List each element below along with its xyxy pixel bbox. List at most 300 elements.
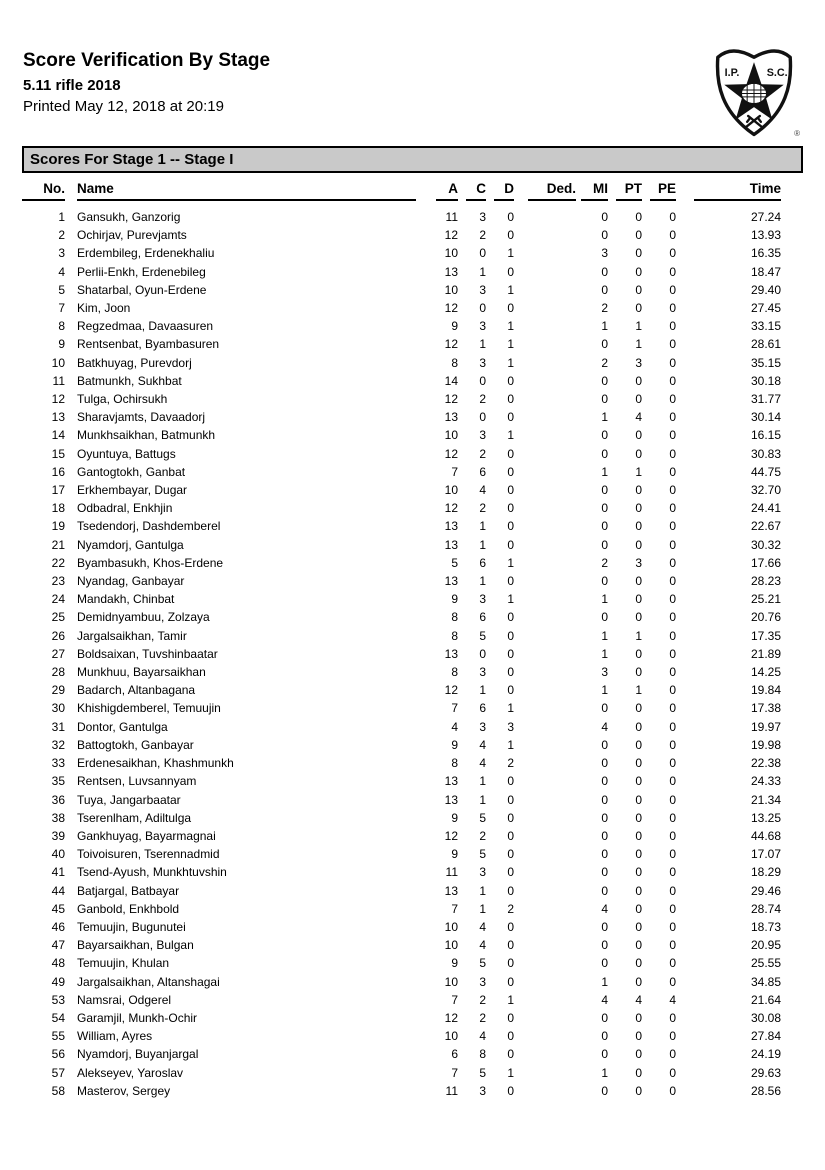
- cell-c: 1: [479, 519, 486, 534]
- cell-pt: 0: [635, 446, 642, 461]
- cell-mi: 3: [601, 246, 608, 261]
- stage-section-label: Scores For Stage 1 -- Stage I: [30, 151, 234, 168]
- page-title: Score Verification By Stage: [23, 50, 271, 71]
- cell-no: 40: [51, 847, 65, 862]
- cell-d: 0: [507, 828, 514, 843]
- cell-time: 30.83: [750, 446, 781, 461]
- cell-name: Batjargal, Batbayar: [77, 883, 180, 898]
- cell-pe: 0: [669, 665, 676, 680]
- cell-a: 13: [444, 883, 458, 898]
- cell-time: 17.66: [750, 555, 781, 570]
- cell-a: 9: [451, 847, 458, 862]
- cell-no: 18: [51, 501, 65, 516]
- table-row: [22, 954, 781, 972]
- cell-a: 11: [445, 1083, 458, 1098]
- cell-d: 1: [507, 246, 514, 261]
- cell-mi: 1: [601, 1065, 608, 1080]
- cell-d: 0: [507, 1047, 514, 1062]
- cell-d: 0: [507, 301, 514, 316]
- cell-c: 5: [479, 628, 486, 643]
- cell-time: 27.24: [750, 210, 781, 224]
- cell-pe: 0: [669, 847, 676, 862]
- cell-time: 30.18: [750, 373, 781, 388]
- cell-no: 33: [51, 756, 65, 771]
- cell-no: 17: [51, 483, 65, 498]
- cell-pt: 0: [635, 592, 642, 607]
- cell-a: 9: [451, 592, 458, 607]
- cell-c: 0: [479, 301, 486, 316]
- cell-a: 13: [444, 774, 458, 789]
- cell-pe: 0: [669, 392, 676, 407]
- cell-pt: 0: [635, 610, 642, 625]
- stage-section-bar: [22, 146, 803, 173]
- cell-no: 12: [51, 392, 65, 407]
- cell-mi: 0: [601, 228, 608, 243]
- cell-c: 4: [479, 919, 486, 934]
- cell-d: 0: [507, 446, 514, 461]
- cell-time: 25.55: [750, 956, 781, 971]
- cell-mi: 0: [601, 264, 608, 279]
- cell-mi: 1: [601, 410, 608, 425]
- cell-c: 2: [479, 228, 486, 243]
- cell-a: 12: [444, 683, 458, 698]
- cell-pe: 0: [669, 1065, 676, 1080]
- cell-no: 49: [51, 974, 65, 989]
- cell-a: 11: [445, 210, 458, 224]
- cell-mi: 0: [601, 774, 608, 789]
- col-header-mi: MI: [576, 181, 608, 201]
- cell-c: 5: [479, 1065, 486, 1080]
- cell-pe: 0: [669, 1029, 676, 1044]
- cell-ded: [514, 954, 576, 972]
- cell-c: 8: [479, 1047, 486, 1062]
- cell-time: 21.34: [750, 792, 781, 807]
- cell-d: 0: [507, 1029, 514, 1044]
- table-row: [22, 645, 781, 663]
- score-table-header: [22, 181, 781, 201]
- cell-pt: 0: [635, 392, 642, 407]
- cell-pe: 0: [669, 210, 676, 224]
- cell-a: 12: [444, 228, 458, 243]
- cell-mi: 0: [601, 701, 608, 716]
- cell-a: 8: [451, 628, 458, 643]
- col-header-ded: Ded.: [514, 181, 576, 201]
- cell-time: 14.25: [750, 665, 781, 680]
- cell-pe: 0: [669, 446, 676, 461]
- cell-c: 3: [479, 1083, 486, 1098]
- cell-time: 21.64: [750, 992, 781, 1007]
- cell-pt: 0: [635, 828, 642, 843]
- cell-pt: 0: [635, 646, 642, 661]
- cell-pe: 0: [669, 428, 676, 443]
- cell-no: 25: [51, 610, 65, 625]
- cell-ded: [514, 572, 576, 590]
- cell-a: 9: [451, 810, 458, 825]
- cell-no: 48: [51, 956, 65, 971]
- cell-ded: [514, 627, 576, 645]
- cell-ded: [514, 536, 576, 554]
- cell-c: 2: [479, 392, 486, 407]
- cell-time: 20.95: [750, 938, 781, 953]
- cell-time: 27.45: [750, 301, 781, 316]
- cell-time: 29.63: [750, 1065, 781, 1080]
- cell-time: 28.74: [750, 901, 781, 916]
- table-row: [22, 463, 781, 481]
- cell-a: 14: [444, 373, 458, 388]
- cell-mi: 0: [601, 210, 608, 224]
- cell-no: 21: [51, 537, 65, 552]
- cell-d: 1: [507, 555, 514, 570]
- cell-d: 1: [507, 701, 514, 716]
- cell-a: 10: [444, 919, 458, 934]
- cell-pt: 3: [635, 355, 642, 370]
- cell-no: 9: [58, 337, 65, 352]
- globe-icon: [741, 83, 766, 104]
- cell-time: 44.75: [750, 464, 781, 479]
- cell-no: 36: [51, 792, 65, 807]
- cell-c: 1: [479, 792, 486, 807]
- cell-d: 0: [507, 919, 514, 934]
- table-row: [22, 317, 781, 335]
- cell-time: 17.07: [750, 847, 781, 862]
- cell-no: 46: [51, 919, 65, 934]
- cell-ded: [514, 845, 576, 863]
- cell-pe: 0: [669, 628, 676, 643]
- table-row: [22, 718, 781, 736]
- col-header-no: No.: [22, 181, 67, 201]
- cell-mi: 0: [601, 956, 608, 971]
- cell-a: 12: [444, 828, 458, 843]
- cell-d: 0: [507, 810, 514, 825]
- cell-a: 8: [451, 665, 458, 680]
- cell-pe: 0: [669, 646, 676, 661]
- registered-mark: ®: [794, 129, 800, 138]
- cell-d: 0: [507, 210, 514, 224]
- cell-no: 19: [51, 519, 65, 534]
- cell-time: 18.29: [750, 865, 781, 880]
- cell-name: Tuya, Jangarbaatar: [77, 792, 181, 807]
- cell-c: 3: [479, 319, 486, 334]
- cell-pt: 0: [635, 792, 642, 807]
- cell-name: Bayarsaikhan, Bulgan: [77, 938, 194, 953]
- cell-d: 2: [507, 901, 514, 916]
- cell-name: Batkhuyag, Purevdorj: [77, 355, 192, 370]
- cell-d: 2: [507, 756, 514, 771]
- cell-a: 7: [451, 464, 458, 479]
- cell-no: 2: [58, 228, 65, 243]
- cell-a: 13: [444, 410, 458, 425]
- cell-no: 4: [58, 264, 65, 279]
- logo-text-sc: S.C.: [766, 66, 788, 79]
- table-row: [22, 590, 781, 608]
- cell-pe: 0: [669, 319, 676, 334]
- cell-pt: 3: [635, 555, 642, 570]
- cell-pt: 0: [635, 373, 642, 388]
- table-row: [22, 1009, 781, 1027]
- cell-time: 17.38: [750, 701, 781, 716]
- cell-c: 5: [479, 956, 486, 971]
- cell-no: 3: [58, 246, 65, 261]
- cell-name: Jargalsaikhan, Tamir: [77, 628, 187, 643]
- col-header-pt: PT: [608, 181, 642, 201]
- cell-time: 19.97: [750, 719, 781, 734]
- cell-name: Jargalsaikhan, Altanshagai: [77, 974, 220, 989]
- cell-time: 16.15: [750, 428, 781, 443]
- cell-c: 4: [479, 483, 486, 498]
- cell-name: Kim, Joon: [77, 301, 131, 316]
- cell-time: 30.14: [750, 410, 781, 425]
- cell-ded: [514, 918, 576, 936]
- cell-name: Masterov, Sergey: [77, 1083, 171, 1098]
- cell-a: 12: [444, 1010, 458, 1025]
- cell-mi: 1: [601, 628, 608, 643]
- cell-c: 0: [479, 410, 486, 425]
- cell-pt: 0: [635, 246, 642, 261]
- cell-name: Nyamdorj, Buyanjargal: [77, 1047, 199, 1062]
- cell-time: 30.08: [750, 1010, 781, 1025]
- table-row: [22, 991, 781, 1009]
- cell-a: 5: [451, 555, 458, 570]
- cell-d: 1: [507, 1065, 514, 1080]
- cell-ded: [514, 299, 576, 317]
- cell-name: Badarch, Altanbagana: [77, 683, 196, 698]
- col-header-time: Time: [676, 181, 781, 201]
- cell-ded: [514, 1082, 576, 1100]
- cell-d: 0: [507, 883, 514, 898]
- cell-ded: [514, 645, 576, 663]
- cell-time: 25.21: [750, 592, 781, 607]
- cell-mi: 0: [601, 537, 608, 552]
- cell-ded: [514, 772, 576, 790]
- cell-ded: [514, 1027, 576, 1045]
- cell-c: 3: [479, 865, 486, 880]
- cell-d: 3: [507, 719, 514, 734]
- cell-d: 0: [507, 628, 514, 643]
- cell-a: 7: [451, 992, 458, 1007]
- cell-pt: 0: [635, 665, 642, 680]
- cell-c: 6: [479, 701, 486, 716]
- cell-name: Mandakh, Chinbat: [77, 592, 175, 607]
- cell-time: 27.84: [750, 1029, 781, 1044]
- table-row: [22, 481, 781, 499]
- cell-no: 11: [52, 373, 65, 388]
- cell-a: 12: [444, 446, 458, 461]
- cell-a: 13: [444, 519, 458, 534]
- cell-mi: 0: [601, 810, 608, 825]
- cell-pt: 0: [635, 974, 642, 989]
- cell-pe: 0: [669, 938, 676, 953]
- cell-ded: [514, 317, 576, 335]
- cell-d: 0: [507, 956, 514, 971]
- cell-ded: [514, 201, 576, 226]
- cell-d: 0: [507, 646, 514, 661]
- cell-mi: 0: [601, 282, 608, 297]
- cell-no: 35: [51, 774, 65, 789]
- cell-name: Sharavjamts, Davaadorj: [77, 410, 206, 425]
- cell-pt: 0: [635, 1065, 642, 1080]
- cell-d: 0: [507, 665, 514, 680]
- cell-no: 27: [51, 646, 65, 661]
- cell-a: 10: [444, 282, 458, 297]
- cell-pt: 0: [635, 1029, 642, 1044]
- table-row: [22, 827, 781, 845]
- cell-ded: [514, 809, 576, 827]
- cell-a: 10: [444, 428, 458, 443]
- cell-pt: 0: [635, 938, 642, 953]
- cell-ded: [514, 900, 576, 918]
- cell-a: 4: [451, 719, 458, 734]
- cell-d: 0: [507, 537, 514, 552]
- cell-d: 0: [507, 1083, 514, 1098]
- cell-c: 3: [479, 282, 486, 297]
- table-row: [22, 536, 781, 554]
- score-table: [22, 181, 781, 1100]
- cell-pe: 0: [669, 592, 676, 607]
- cell-c: 5: [479, 847, 486, 862]
- table-row: [22, 445, 781, 463]
- cell-ded: [514, 335, 576, 353]
- cell-pt: 0: [635, 774, 642, 789]
- cell-ded: [514, 718, 576, 736]
- cell-time: 32.70: [750, 483, 781, 498]
- cell-pe: 0: [669, 774, 676, 789]
- cell-name: Nyamdorj, Gantulga: [77, 537, 184, 552]
- table-row: [22, 863, 781, 881]
- table-row: [22, 244, 781, 262]
- cell-d: 1: [507, 992, 514, 1007]
- cell-c: 5: [479, 810, 486, 825]
- table-row: [22, 572, 781, 590]
- cell-c: 2: [479, 501, 486, 516]
- cell-a: 7: [451, 1065, 458, 1080]
- cell-mi: 0: [601, 756, 608, 771]
- cell-pe: 0: [669, 519, 676, 534]
- cell-c: 1: [479, 264, 486, 279]
- table-row: [22, 517, 781, 535]
- cell-pe: 0: [669, 301, 676, 316]
- table-row: [22, 1027, 781, 1045]
- cell-mi: 0: [601, 1010, 608, 1025]
- cell-no: 54: [51, 1010, 65, 1025]
- cell-mi: 2: [601, 355, 608, 370]
- cell-pt: 0: [635, 282, 642, 297]
- cell-no: 57: [51, 1065, 65, 1080]
- cell-a: 9: [451, 737, 458, 752]
- cell-c: 6: [479, 555, 486, 570]
- cell-pe: 0: [669, 555, 676, 570]
- cell-ded: [514, 754, 576, 772]
- cell-name: Erkhembayar, Dugar: [77, 483, 188, 498]
- table-row: [22, 663, 781, 681]
- cell-c: 1: [479, 774, 486, 789]
- cell-name: Boldsaixan, Tuvshinbaatar: [77, 646, 218, 661]
- cell-name: Regzedmaa, Davaasuren: [77, 319, 214, 334]
- cell-d: 1: [507, 319, 514, 334]
- cell-time: 17.35: [750, 628, 781, 643]
- cell-time: 31.77: [750, 392, 781, 407]
- cell-c: 1: [479, 574, 486, 589]
- cell-name: Ochirjav, Purevjamts: [77, 228, 187, 243]
- cell-c: 3: [479, 665, 486, 680]
- table-row: [22, 1064, 781, 1082]
- cell-time: 34.85: [750, 974, 781, 989]
- logo-text-ip: I.P.: [724, 66, 740, 79]
- cell-mi: 0: [601, 938, 608, 953]
- table-row: [22, 1045, 781, 1063]
- cell-pt: 0: [635, 301, 642, 316]
- cell-pt: 0: [635, 501, 642, 516]
- cell-d: 1: [507, 282, 514, 297]
- table-row: [22, 699, 781, 717]
- printed-timestamp: Printed May 12, 2018 at 20:19: [23, 98, 224, 115]
- cell-ded: [514, 681, 576, 699]
- cell-a: 13: [444, 574, 458, 589]
- cell-d: 0: [507, 683, 514, 698]
- cell-a: 10: [444, 1029, 458, 1044]
- table-row: [22, 335, 781, 353]
- cell-no: 16: [51, 464, 65, 479]
- cell-name: Temuujin, Khulan: [77, 956, 170, 971]
- cell-time: 24.19: [750, 1047, 781, 1062]
- cell-ded: [514, 699, 576, 717]
- table-row: [22, 627, 781, 645]
- cell-name: William, Ayres: [77, 1029, 153, 1044]
- cell-name: Rentsenbat, Byambasuren: [77, 337, 220, 352]
- table-row: [22, 973, 781, 991]
- cell-pe: 4: [669, 992, 676, 1007]
- col-header-a: A: [432, 181, 458, 201]
- cell-ded: [514, 226, 576, 244]
- cell-d: 1: [507, 592, 514, 607]
- cell-name: Rentsen, Luvsannyam: [77, 774, 197, 789]
- cell-name: Tsend-Ayush, Munkhtuvshin: [77, 865, 227, 880]
- cell-d: 0: [507, 574, 514, 589]
- cell-pe: 0: [669, 610, 676, 625]
- cell-a: 12: [444, 301, 458, 316]
- cell-pe: 0: [669, 264, 676, 279]
- cell-name: Namsrai, Odgerel: [77, 992, 172, 1007]
- cell-name: Garamjil, Munkh-Ochir: [77, 1010, 198, 1025]
- cell-c: 0: [479, 646, 486, 661]
- cell-mi: 4: [601, 992, 608, 1007]
- cell-pe: 0: [669, 683, 676, 698]
- table-row: [22, 281, 781, 299]
- cell-pe: 0: [669, 974, 676, 989]
- table-row: [22, 426, 781, 444]
- cell-ded: [514, 372, 576, 390]
- cell-d: 1: [507, 355, 514, 370]
- table-row: [22, 201, 781, 226]
- cell-pe: 0: [669, 228, 676, 243]
- cell-ded: [514, 408, 576, 426]
- cell-pt: 0: [635, 537, 642, 552]
- table-row: [22, 390, 781, 408]
- cell-c: 3: [479, 355, 486, 370]
- cell-time: 24.33: [750, 774, 781, 789]
- score-table-body: [22, 201, 781, 1100]
- cell-a: 13: [444, 792, 458, 807]
- cell-a: 6: [451, 1047, 458, 1062]
- cell-no: 32: [51, 737, 65, 752]
- cell-time: 22.38: [750, 756, 781, 771]
- table-row: [22, 882, 781, 900]
- cell-no: 7: [58, 301, 65, 316]
- cell-a: 10: [444, 246, 458, 261]
- cell-name: Tsedendorj, Dashdemberel: [77, 519, 221, 534]
- cell-pt: 0: [635, 956, 642, 971]
- cell-c: 3: [479, 210, 486, 224]
- cell-c: 1: [479, 683, 486, 698]
